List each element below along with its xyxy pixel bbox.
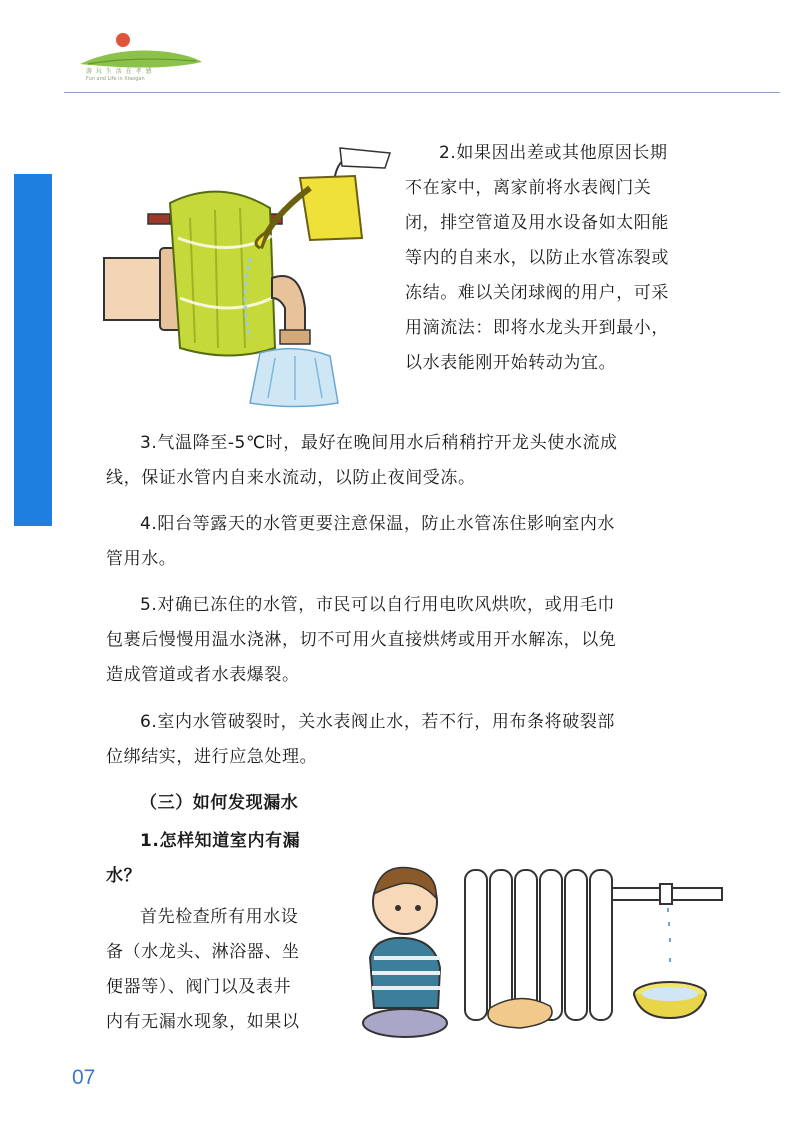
paragraph-7 xyxy=(106,900,346,1040)
sub-heading xyxy=(106,824,346,894)
paragraph-2-line: 以水表能刚开始转动为宜。 xyxy=(405,353,617,373)
paragraph-3 xyxy=(106,426,736,496)
logo-subtext: Fun and Life in Xiaogan xyxy=(86,76,145,82)
paragraph-5-line: 造成管道或者水表爆裂。 xyxy=(106,665,300,685)
paragraph-7-line: 首先检查所有用水设 xyxy=(140,907,299,927)
paragraph-6-line: 6.室内水管破裂时，关水表阀止水，若不行，用布条将破裂部 xyxy=(140,712,616,732)
paragraph-3-line: 线，保证水管内自来水流动，以防止夜间受冻。 xyxy=(106,468,476,488)
side-color-bar xyxy=(14,174,52,526)
paragraph-7-line: 内有无漏水现象，如果以 xyxy=(106,1012,300,1032)
paragraph-2-line: 闭，排空管道及用水设备如太阳能 xyxy=(405,213,669,233)
logo-text: 游 玩 生 活 在 孝 感 xyxy=(86,68,153,75)
paragraph-2-line: 用滴流法：即将水龙头开到最小， xyxy=(405,318,669,338)
paragraph-3-line: 3.气温降至-5℃时，最好在晚间用水后稍稍拧开龙头使水流成 xyxy=(140,433,618,453)
paragraph-2-line: 不在家中，离家前将水表阀门关 xyxy=(405,178,652,198)
sub-heading-line: 水？ xyxy=(106,866,142,886)
sub-heading-line: 1.怎样知道室内有漏 xyxy=(140,831,301,851)
paragraph-2 xyxy=(405,136,725,381)
paragraph-7-line: 备（水龙头、淋浴器、坐 xyxy=(106,942,300,962)
section-heading: （三）如何发现漏水 xyxy=(140,793,299,813)
paragraph-5-line: 包裹后慢慢用温水浇淋，切不可用火直接烘烤或用开水解冻，以免 xyxy=(106,630,617,650)
radiator-leak-illustration xyxy=(360,858,730,1048)
paragraph-4 xyxy=(106,507,736,577)
paragraph-7-line: 便器等）、阀门以及表井 xyxy=(106,977,292,997)
header-divider xyxy=(64,92,780,93)
paragraph-2-line: 2.如果因出差或其他原因长期 xyxy=(439,143,668,163)
paragraph-2-line: 冻结。难以关闭球阀的用户，可采 xyxy=(405,283,669,303)
paragraph-2-line: 等内的自来水，以防止水管冻裂或 xyxy=(405,248,669,268)
faucet-warming-illustration xyxy=(100,148,400,408)
paragraph-5 xyxy=(106,588,736,693)
paragraph-6 xyxy=(106,705,736,775)
paragraph-5-line: 5.对确已冻住的水管，市民可以自行用电吹风烘吹，或用毛巾 xyxy=(140,595,616,615)
page-number: 07 xyxy=(72,1066,96,1089)
paragraph-6-line: 位绑结实，进行应急处理。 xyxy=(106,747,318,767)
paragraph-4-line: 4.阳台等露天的水管更要注意保温，防止水管冻住影响室内水 xyxy=(140,514,616,534)
paragraph-4-line: 管用水。 xyxy=(106,549,177,569)
